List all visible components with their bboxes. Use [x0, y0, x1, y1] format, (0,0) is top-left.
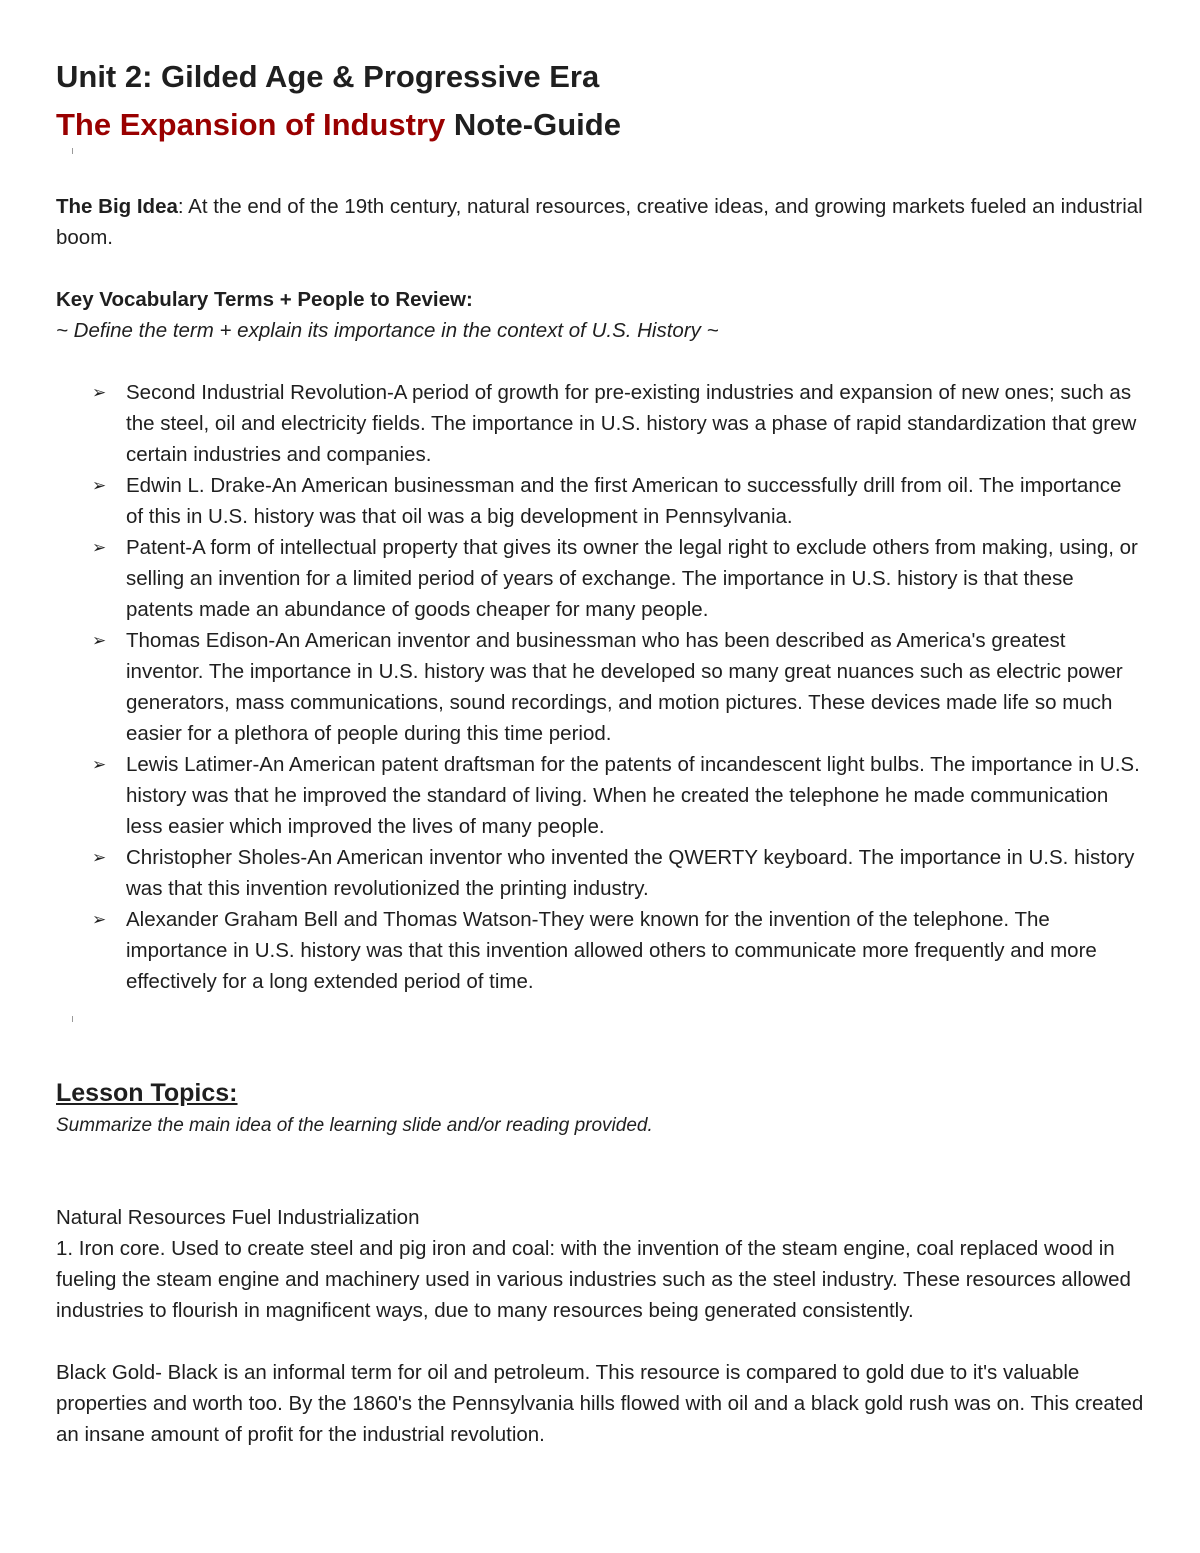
- vocab-item-text: Patent-A form of intellectual property that gives its owner the legal right to exclude others from making, using, or selling an invention for a limited period of years of exchange. The importance in U.S. history is that these patents made an abundance of goods cheaper for many people.: [126, 536, 1138, 621]
- vocab-item-text: Edwin L. Drake-An American businessman and the first American to successfully drill from oil. The importance of this in U.S. history was that oil was a big development in Pennsylvania.: [126, 474, 1122, 528]
- vocab-item-text: Second Industrial Revolution-A period of growth for pre-existing industries and expansion of new ones; such as the steel, oil and electricity fields. The importance in U.S. history was a phase of rapid standardization that grew certain industries and companies.: [126, 381, 1137, 466]
- note-guide-title-rest: Note-Guide: [453, 107, 621, 142]
- vocab-item: [92, 377, 1144, 470]
- arrowhead-bullet-icon: ➢: [92, 631, 107, 650]
- vocab-item: [92, 842, 1144, 904]
- topic-summary-iron-coal: 1. Iron core. Used to create steel and pig iron and coal: with the invention of the steam engine, coal replaced wood in fueling the steam engine and machinery used in various industries such as the steel industry. These resources allowed industries to flourish in magnificent ways, due to many resources being generated consistently.: [56, 1237, 1131, 1322]
- note-guide-title: [56, 106, 1144, 144]
- big-idea-text: : At the end of the 19th century, natural resources, creative ideas, and growing markets fueled an industrial boom.: [56, 195, 1143, 249]
- lesson-topics-instruction: Summarize the main idea of the learning slide and/or reading provided.: [56, 1115, 653, 1136]
- spacer-marker: [72, 148, 73, 154]
- vocab-item-text: Thomas Edison-An American inventor and businessman who has been described as America's greatest inventor. The importance in U.S. history was that he developed so many great nuances such as electric power generators, mass communications, sound recordings, and motion pictures. These devices made life so much easier for a plethora of people during this time period.: [126, 629, 1123, 745]
- arrowhead-bullet-icon: ➢: [92, 383, 107, 402]
- vocab-instruction: ~ Define the term + explain its importance in the context of U.S. History ~: [56, 319, 719, 342]
- topic-title: Natural Resources Fuel Industrialization: [56, 1206, 420, 1229]
- arrowhead-bullet-icon: ➢: [92, 755, 107, 774]
- vocab-heading: Key Vocabulary Terms + People to Review:: [56, 288, 473, 311]
- big-idea: [56, 191, 1144, 253]
- arrowhead-bullet-icon: ➢: [92, 910, 107, 929]
- big-idea-label: The Big Idea: [56, 195, 178, 218]
- vocab-item: [92, 749, 1144, 842]
- arrowhead-bullet-icon: ➢: [92, 476, 107, 495]
- lesson-summary: [56, 1202, 1146, 1450]
- arrowhead-bullet-icon: ➢: [92, 848, 107, 867]
- vocab-item: [92, 470, 1144, 532]
- spacer-marker: [72, 1016, 73, 1022]
- vocab-item-text: Christopher Sholes-An American inventor who invented the QWERTY keyboard. The importance in U.S. history was that this invention revolutionized the printing industry.: [126, 846, 1135, 900]
- vocab-item-text: Lewis Latimer-An American patent draftsman for the patents of incandescent light bulbs. The importance in U.S. history was that he improved the standard of living. When he created the telephone he made communication less easier which improved the lives of many people.: [126, 753, 1140, 838]
- vocab-item-text: Alexander Graham Bell and Thomas Watson-They were known for the invention of the telephone. The importance in U.S. history was that this invention allowed others to communicate more frequently and more effectively for a long extended period of time.: [126, 908, 1097, 993]
- topic-summary-black-gold: Black Gold- Black is an informal term for oil and petroleum. This resource is compared to gold due to it's valuable properties and worth too. By the 1860's the Pennsylvania hills flowed with oil and a black gold rush was on. This created an insane amount of profit for the industrial revolution.: [56, 1361, 1144, 1446]
- vocab-item: [92, 625, 1144, 749]
- lesson-topics-heading: Lesson Topics:: [56, 1079, 238, 1107]
- vocab-item: [92, 904, 1144, 997]
- vocab-list: [56, 377, 1144, 997]
- note-guide-title-accent: The Expansion of Industry: [56, 107, 446, 142]
- vocab-item: [92, 532, 1144, 625]
- arrowhead-bullet-icon: ➢: [92, 538, 107, 557]
- unit-title: Unit 2: Gilded Age & Progressive Era: [56, 59, 600, 94]
